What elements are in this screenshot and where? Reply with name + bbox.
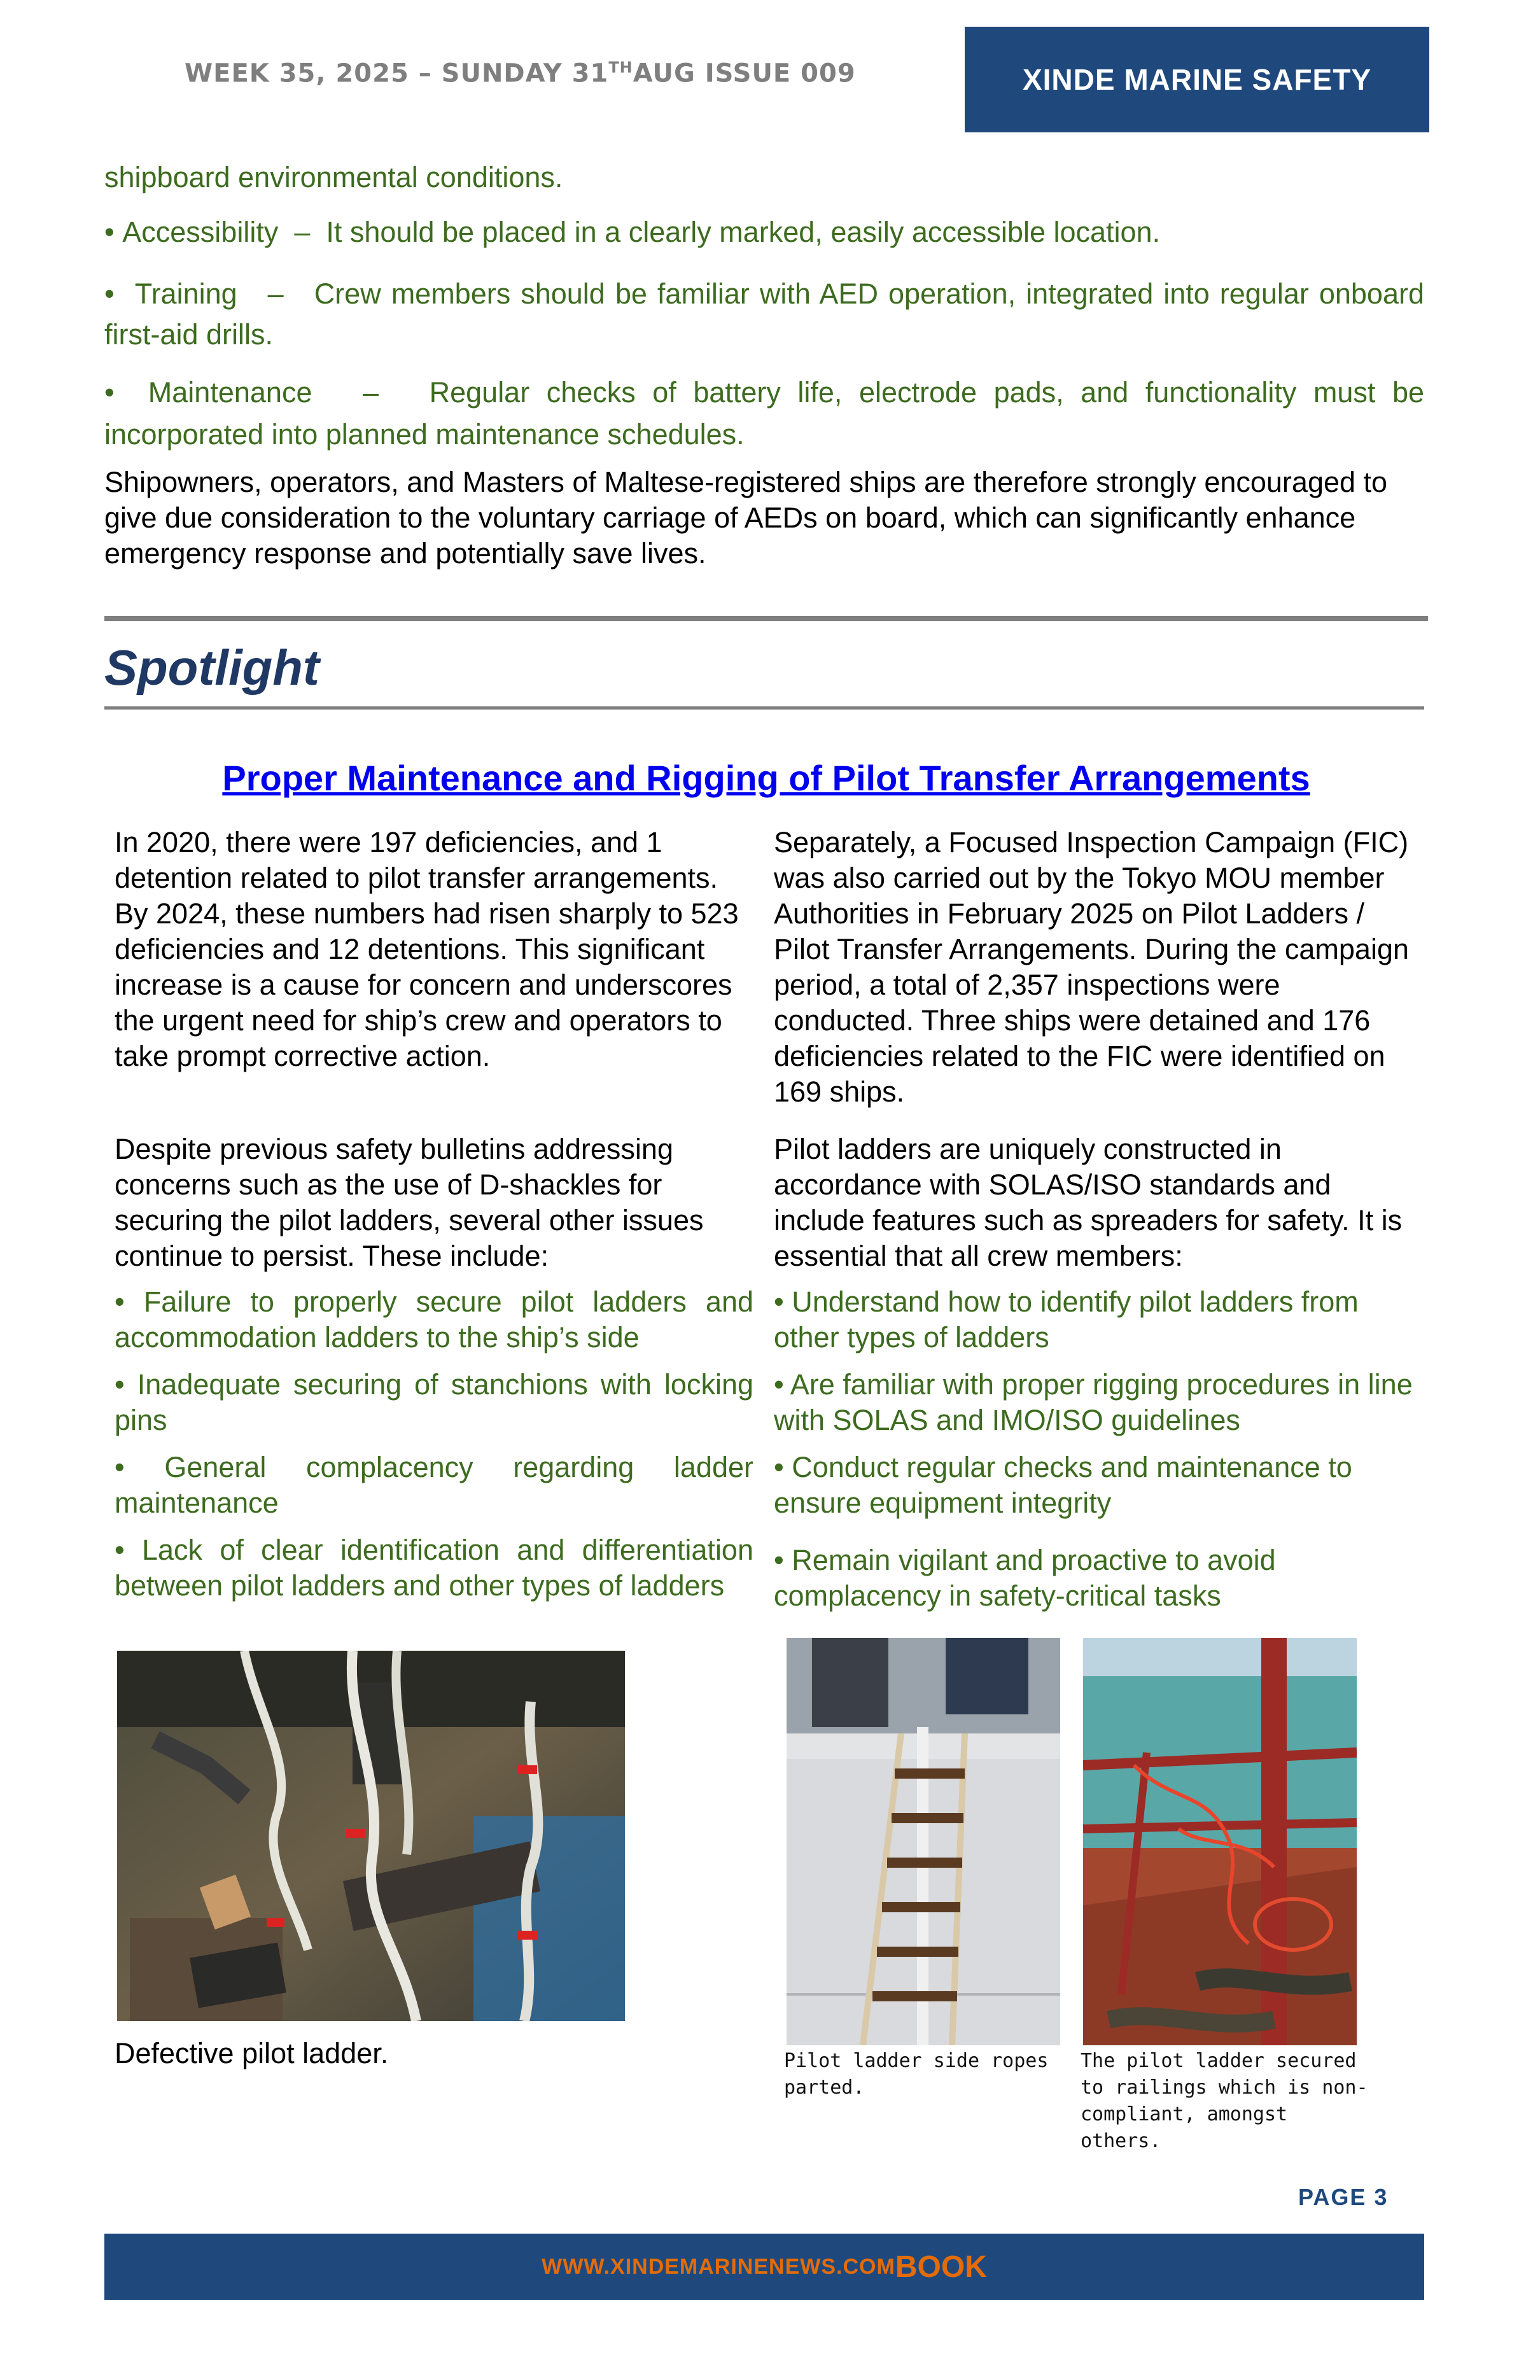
pilot-ladder-railings-image — [1083, 1638, 1357, 2045]
bullet-text: Crew members should be familiar with AED operation, integrated into regular onboard first-aid drills. — [104, 277, 1424, 351]
issue-week: WEEK 35, 2025 – SUNDAY 31 — [185, 59, 609, 88]
pilot-ladder-ropes-photo — [787, 1638, 1060, 2045]
caption-defective-ladder: Defective pilot ladder. — [115, 2037, 389, 2069]
left-bullet-3: • General complacency regarding ladder maintenance — [115, 1451, 753, 1519]
bullet-dot: • — [104, 277, 135, 310]
bullet-dash: – — [363, 376, 379, 409]
bullet-term: Maintenance — [148, 376, 312, 409]
issue-date-rest: AUG ISSUE 009 — [633, 59, 856, 88]
section-divider-bottom — [104, 706, 1424, 710]
bullet-text: Regular checks of battery life, electrode pads, and functionality must be incorporated into planned maintenance schedules. — [104, 376, 1425, 451]
issue-week-suffix: TH — [608, 59, 633, 76]
defective-pilot-ladder-image — [117, 1651, 625, 2021]
bullet-dot: • — [104, 376, 148, 409]
defective-pilot-ladder-photo — [117, 1651, 625, 2021]
right-paragraph-1: Separately, a Focused Inspection Campaign (FIC) was also carried out by the Tokyo MOU member Authorities in February 2025 on Pilot Ladders / Pilot Transfer Arrangements. During the campaign period, a total of 2,357 inspections were conducted. Three ships were detained and 176 deficiencies related to the FIC were identified on 169 ships. — [774, 826, 1409, 1108]
left-bullet-1: • Failure to properly secure pilot ladders and accommodation ladders to the ship’s side — [115, 1285, 753, 1354]
bullet-maintenance — [104, 372, 1424, 456]
issue-header — [185, 59, 856, 88]
left-bullet-2: • Inadequate securing of stanchions with locking pins — [115, 1368, 753, 1436]
left-bullet-4: • Lack of clear identification and differentiation between pilot ladders and other types of ladders — [115, 1534, 753, 1602]
right-bullet-4: • Remain vigilant and proactive to avoid complacency in safety-critical tasks — [774, 1544, 1276, 1612]
bullet-dot: • — [104, 216, 123, 248]
right-bullet-1: • Understand how to identify pilot ladders from other types of ladders — [774, 1285, 1359, 1354]
intro-closing-paragraph: Shipowners, operators, and Masters of Maltese-registered ships are therefore strongly encouraged to give due consideration to the voluntary carriage of AEDs on board, which can significantly enhance emergency response and potentially save lives. — [104, 466, 1388, 570]
footer-bar — [104, 2234, 1424, 2300]
footer-book-label: BOOK — [895, 2250, 987, 2284]
section-divider-top — [104, 616, 1428, 621]
right-bullet-3: • Conduct regular checks and maintenance to ensure equipment integrity — [774, 1451, 1352, 1519]
article-title: Proper Maintenance and Rigging of Pilot Transfer Arrangements — [222, 758, 1310, 798]
bullet-text: It should be placed in a clearly marked, easily accessible location. — [326, 216, 1161, 248]
brand-name: XINDE MARINE SAFETY — [1022, 63, 1372, 96]
pilot-ladder-ropes-image — [787, 1638, 1060, 2045]
left-paragraph-1: In 2020, there were 197 deficiencies, and 1 detention related to pilot transfer arrangements. By 2024, these numbers had risen sharply to 523 deficiencies and 12 detentions. This significant increase is a cause for concern and underscores the urgent need for ship’s crew and operators to take prompt corrective action. — [115, 826, 739, 1072]
right-bullet-2: • Are familiar with proper rigging procedures in line with SOLAS and IMO/ISO guidelines — [774, 1368, 1413, 1436]
bullet-training — [104, 274, 1424, 355]
bullet-term: Training — [134, 277, 237, 310]
footer-website-link[interactable]: WWW.XINDEMARINENEWS.COM — [542, 2254, 895, 2279]
caption-ropes-parted: Pilot ladder side ropes parted. — [784, 2050, 1049, 2099]
bullet-term: Accessibility — [122, 216, 279, 248]
section-heading: Spotlight — [104, 640, 319, 696]
left-paragraph-2: Despite previous safety bulletins addressing concerns such as the use of D-shackles for securing the pilot ladders, several other issues continue to persist. These include: — [115, 1133, 704, 1272]
page-number: PAGE 3 — [1298, 2184, 1389, 2210]
bullet-dash: – — [294, 216, 311, 248]
caption-railings-noncompliant: The pilot ladder secured to railings which is non-compliant, amongst others. — [1081, 2050, 1368, 2152]
bullet-dash: – — [267, 277, 284, 310]
pilot-ladder-railings-photo — [1083, 1638, 1357, 2045]
intro-continuation: shipboard environmental conditions. — [104, 161, 563, 193]
bullet-accessibility — [104, 214, 1424, 250]
right-paragraph-2: Pilot ladders are uniquely constructed in accordance with SOLAS/ISO standards and include features such as spreaders for safety. It is essential that all crew members: — [774, 1133, 1403, 1272]
brand-banner — [965, 27, 1429, 132]
